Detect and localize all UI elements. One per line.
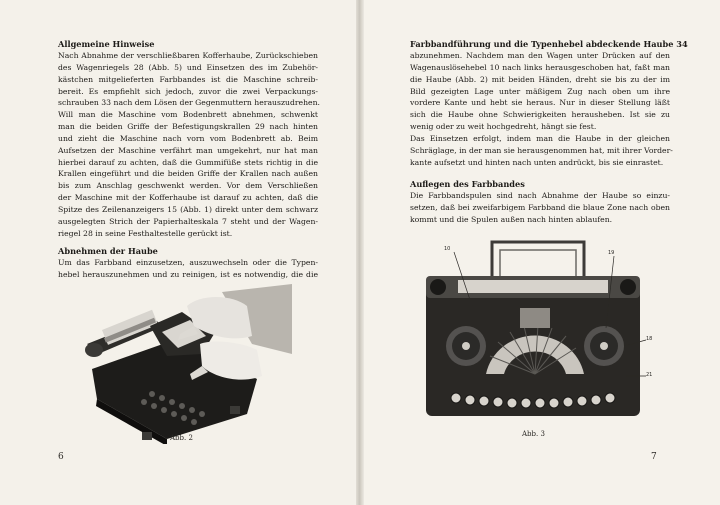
left-section-remove-cover [58,245,318,281]
text-line: Krallen eingeführt und die beiden Griffe der Krallen nach außen [58,169,318,179]
heading-abnehmen-der-haube: Abnehmen der Haube [58,246,158,256]
text-line: und zieht die Maschine nach vorn vom Bodenbrett ab. Beim [58,133,318,143]
text-line: Wagenauslösehebel 10 nach links herausgeschoben hat, faßt man [410,62,670,72]
text-line: des Wagenriegels 28 (Abb. 5) und Einsetzen des im Zubehör- [58,62,318,72]
figure-label: 10 [444,246,451,252]
right-section-cover-removal [410,38,688,168]
text-line: wenig oder zu weit hochgedreht, hängt sie fest. [410,122,597,132]
figure-typewriter-hands [82,284,292,444]
heading-allgemeine-hinweise: Allgemeine Hinweise [58,39,155,49]
paragraph-cover-removal [410,50,670,133]
text-line: Die Farbbandspulen sind nach Abnahme der Haube so einzu- [410,191,670,200]
figure-caption-abb3: Abb. 3 [522,430,545,438]
text-line: der Maschine mit der Kofferhaube ist darauf zu achten, daß die [58,193,318,203]
figure-caption-abb2: Abb. 2 [170,434,193,442]
text-line: schrauben 33 nach dem Lösen der Gegenmuttern herauszudrehen. [58,98,320,108]
text-line: Will man die Maschine vom Bodenbrett abnehmen, schwenkt [58,110,318,120]
figure-label: 19 [608,250,615,256]
figure-typewriter-top-view [414,236,654,421]
heading-auflegen-des-farbbandes: Auflegen des Farbbandes [410,179,525,189]
text-line: kante aufsetzt und hinten nach unten andrückt, bis sie einrastet. [410,157,664,167]
page-number-left: 6 [58,452,64,462]
text-line: ausgelegten Strich der Papierhalteskala 7 steht und der Wagen- [58,216,318,226]
text-line: Aufsetzen der Maschine verfährt man umgekehrt, nur hat man [58,145,318,155]
heading-farbbandfuehrung: Farbbandführung und die Typenhebel abdeckende Haube 34 [410,39,688,49]
figure-label: 18 [646,336,653,342]
text-line: kommt und die Spulen außen nach hinten ablaufen. [410,214,613,224]
text-line: abzunehmen. Nachdem man den Wagen unter Drücken auf den [410,51,670,60]
paragraph-remove-cover [58,257,318,281]
text-line: hebel herauszunehmen und zu reinigen, ist es notwendig, die die [58,269,318,279]
text-line: bis zum Anschlag geschwenkt werden. Vor dem Verschließen [58,181,318,191]
figure-label: 21 [646,372,653,378]
text-line: sich die Haube ohne Schwierigkeiten herausheben. Ist sie zu [410,110,670,120]
text-line: bereit. Es empfiehlt sich jedoch, zuvor die zwei Verpackungs- [58,86,318,96]
text-line: hierbei darauf zu achten, daß die Gummifüße stets richtig in die [58,157,318,167]
left-section-general-notes [58,38,318,240]
text-line: setzen, daß bei zweifarbigem Farbband die blaue Zone nach oben [410,202,670,212]
page-number-right: 7 [651,452,657,462]
text-line: kästchen mitgelieferten Farbbandes ist die Maschine schreib- [58,74,318,84]
paragraph-cover-insertion [410,133,673,169]
text-line: die Haube (Abb. 2) mit beiden Händen, dreht sie bis zu der im [410,74,670,84]
paragraph-general-notes [58,50,318,240]
text-line: Spitze des Zeilenanzeigers 15 (Abb. 1) direkt unter dem schwarz [58,204,318,214]
text-line: Das Einsetzen erfolgt, indem man die Haube in der gleichen [410,133,670,143]
text-line: Schräglage, in der man sie herausgenommen hat, mit ihrer Vorder- [410,145,673,155]
right-section-ribbon [410,178,670,226]
text-line: riegel 28 in seine Festhaltestelle gerückt ist. [58,228,233,238]
book-gutter [356,0,364,505]
paragraph-ribbon [410,190,670,226]
text-line: vordere Kante und hebt sie heraus. Nur in dieser Stellung läßt [410,98,670,108]
text-line: man die beiden Griffe der Befestigungskrallen 29 nach hinten [58,122,318,132]
text-line: Nach Abnahme der verschließbaren Kofferhaube, Zurückschieben [58,51,318,60]
text-line: Bild gezeigten Lage unter mäßigem Zug nach oben um ihre [410,86,670,96]
text-line: Um das Farbband einzusetzen, auszuwechseln oder die Typen- [58,258,318,267]
